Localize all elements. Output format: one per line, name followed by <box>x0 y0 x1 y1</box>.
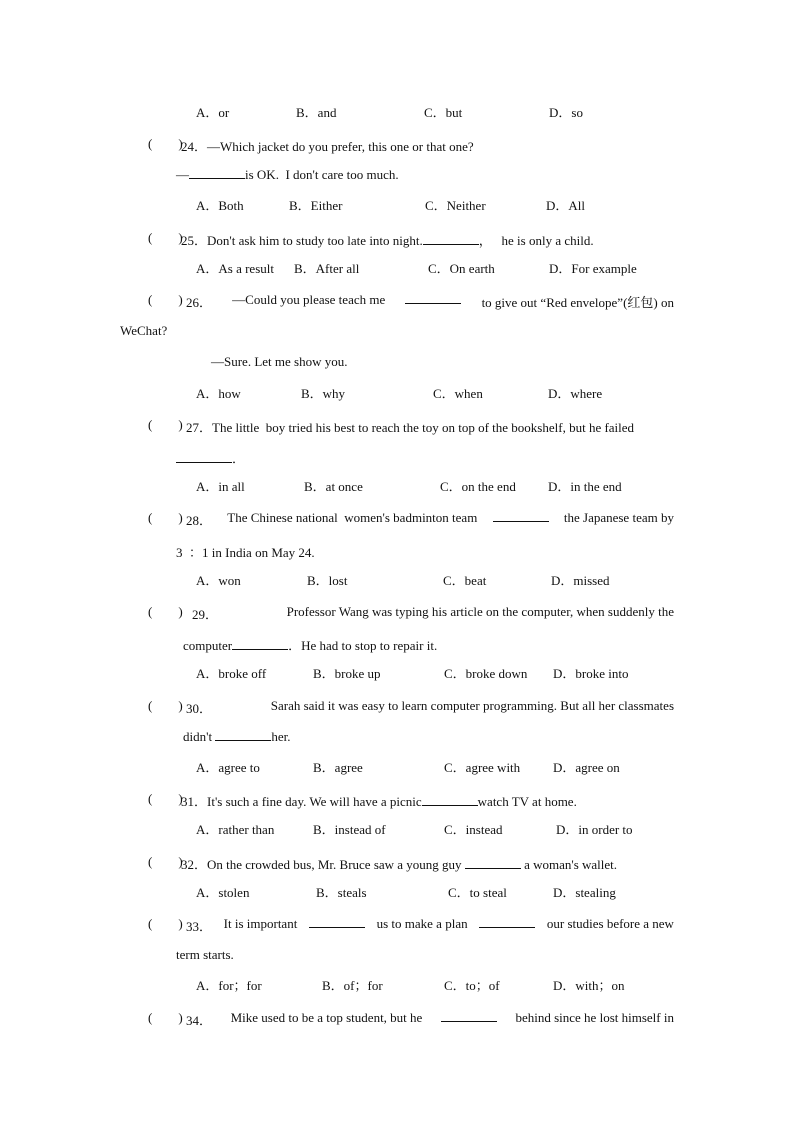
option-a: A．for；for <box>196 978 262 993</box>
question-stem-continued: is OK. I don't care too much. <box>245 167 399 182</box>
question-number: 25． <box>181 233 208 248</box>
answer-blank[interactable] <box>423 233 479 245</box>
question-stem: It is important <box>223 916 298 931</box>
question-stem-continued: watch TV at home. <box>477 794 577 809</box>
option-d: D．For example <box>549 261 637 276</box>
question-stem: Mike used to be a top student, but he <box>230 1010 423 1025</box>
question-number: 31． <box>181 794 208 809</box>
option-a: A．Both <box>196 198 244 213</box>
option-b: B．why <box>301 386 346 401</box>
question-number: 28． <box>186 513 213 528</box>
option-c: C．Neither <box>425 198 486 213</box>
option-d: D．in order to <box>556 822 633 837</box>
option-a: A．stolen <box>196 885 250 900</box>
option-b: B．lost <box>307 573 348 588</box>
question-stem-continued: didn't <box>183 729 213 744</box>
question-number: 24． <box>181 139 208 154</box>
option-a: A．rather than <box>196 822 275 837</box>
answer-blank[interactable] <box>465 857 521 869</box>
option-d: D．broke into <box>553 666 629 681</box>
option-c: C．beat <box>443 573 487 588</box>
option-a: A．or <box>196 105 230 120</box>
question-stem: Sarah said it was easy to learn computer programming. But all her classmates <box>270 698 674 713</box>
answer-blank[interactable] <box>215 729 271 741</box>
option-c: C．to steal <box>448 885 507 900</box>
answer-bracket[interactable]: ( ) <box>148 791 183 806</box>
option-a: A．won <box>196 573 241 588</box>
option-b: B．of；for <box>322 978 383 993</box>
answer-bracket[interactable]: ( ) <box>148 604 183 619</box>
question-number: 26． <box>186 295 213 310</box>
option-b: B．agree <box>313 760 363 775</box>
dialogue-reply: —Sure. Let me show you. <box>211 354 348 369</box>
dash: — <box>176 167 189 182</box>
option-b: B．instead of <box>313 822 386 837</box>
question-stem: —Could you please teach me <box>232 292 386 307</box>
option-c: C．to；of <box>444 978 500 993</box>
answer-blank[interactable] <box>176 451 232 463</box>
option-d: D．agree on <box>553 760 620 775</box>
answer-blank-2[interactable] <box>479 916 535 928</box>
option-b: B．After all <box>294 261 360 276</box>
question-stem-continued: to give out “Red envelope”(红包) on <box>481 295 674 310</box>
answer-blank[interactable] <box>422 794 478 806</box>
question-stem-wrap: term starts. <box>176 947 234 962</box>
question-stem: Don't ask him to study too late into night. <box>207 233 423 248</box>
option-b: B．Either <box>289 198 343 213</box>
answer-blank-1[interactable] <box>309 916 365 928</box>
answer-blank[interactable] <box>493 510 549 522</box>
option-d: D．in the end <box>548 479 622 494</box>
option-a: A．in all <box>196 479 245 494</box>
option-c: C．broke down <box>444 666 528 681</box>
option-d: D．with；on <box>553 978 625 993</box>
option-d: D．so <box>549 105 583 120</box>
answer-bracket[interactable]: ( ) <box>148 510 183 525</box>
question-stem-continued: behind since he lost himself in <box>515 1010 674 1025</box>
answer-bracket[interactable]: ( ) <box>148 698 183 713</box>
question-number: 33． <box>186 919 213 934</box>
answer-bracket[interactable]: ( ) <box>148 417 183 432</box>
question-stem-continued: our studies before a new <box>546 916 674 931</box>
option-c: C．agree with <box>444 760 521 775</box>
answer-blank[interactable] <box>441 1010 497 1022</box>
option-a: A．broke off <box>196 666 267 681</box>
option-c: C．On earth <box>428 261 495 276</box>
option-b: B．steals <box>316 885 367 900</box>
question-stem: On the crowded bus, Mr. Bruce saw a young guy <box>207 857 462 872</box>
answer-blank[interactable] <box>405 292 461 304</box>
option-a: A．how <box>196 386 241 401</box>
question-number: 27． <box>186 420 213 435</box>
answer-bracket[interactable]: ( ) <box>148 1010 183 1025</box>
answer-blank[interactable] <box>189 167 245 179</box>
option-d: D．missed <box>551 573 610 588</box>
question-stem-continued-2: ．He had to stop to repair it. <box>288 638 438 653</box>
question-stem-continued: ， he is only a child. <box>478 233 594 248</box>
answer-bracket[interactable]: ( ) <box>148 916 183 931</box>
question-number: 34． <box>186 1013 213 1028</box>
question-stem-middle: us to make a plan <box>376 916 468 931</box>
answer-bracket[interactable]: ( ) <box>148 230 183 245</box>
question-stem-continued: a woman's wallet. <box>524 857 618 872</box>
option-a: A．agree to <box>196 760 260 775</box>
question-number: 32． <box>181 857 208 872</box>
option-c: C．instead <box>444 822 503 837</box>
question-stem-continued: computer <box>183 638 233 653</box>
option-d: D．where <box>548 386 603 401</box>
question-number: 30． <box>186 701 213 716</box>
option-b: B．at once <box>304 479 363 494</box>
option-c: C．when <box>433 386 483 401</box>
question-stem-wrap: 3 ：1 in India on May 24. <box>176 545 315 560</box>
option-d: D．stealing <box>553 885 616 900</box>
question-stem: —Which jacket do you prefer, this one or that one? <box>207 139 474 154</box>
question-stem-continued-2: her. <box>271 729 291 744</box>
question-stem-continued: ． <box>232 451 246 466</box>
answer-bracket[interactable]: ( ) <box>148 292 183 307</box>
option-b: B．and <box>296 105 337 120</box>
question-stem-wrap: WeChat? <box>120 323 168 338</box>
answer-bracket[interactable]: ( ) <box>148 136 183 151</box>
question-number: 29． <box>192 607 219 622</box>
option-d: D．All <box>546 198 586 213</box>
option-c: C．but <box>424 105 463 120</box>
answer-blank[interactable] <box>232 638 288 650</box>
option-a: A．As a result <box>196 261 274 276</box>
option-b: B．broke up <box>313 666 381 681</box>
answer-bracket[interactable]: ( ) <box>148 854 183 869</box>
question-stem: Professor Wang was typing his article on the computer, when suddenly the <box>286 604 674 619</box>
question-stem: The Chinese national women's badminton team <box>227 510 478 525</box>
question-stem: It's such a fine day. We will have a picnic <box>207 794 422 809</box>
option-c: C．on the end <box>440 479 516 494</box>
question-stem: The little boy tried his best to reach the toy on top of the bookshelf, but he failed <box>212 420 635 435</box>
question-stem-continued: the Japanese team by <box>563 510 674 525</box>
